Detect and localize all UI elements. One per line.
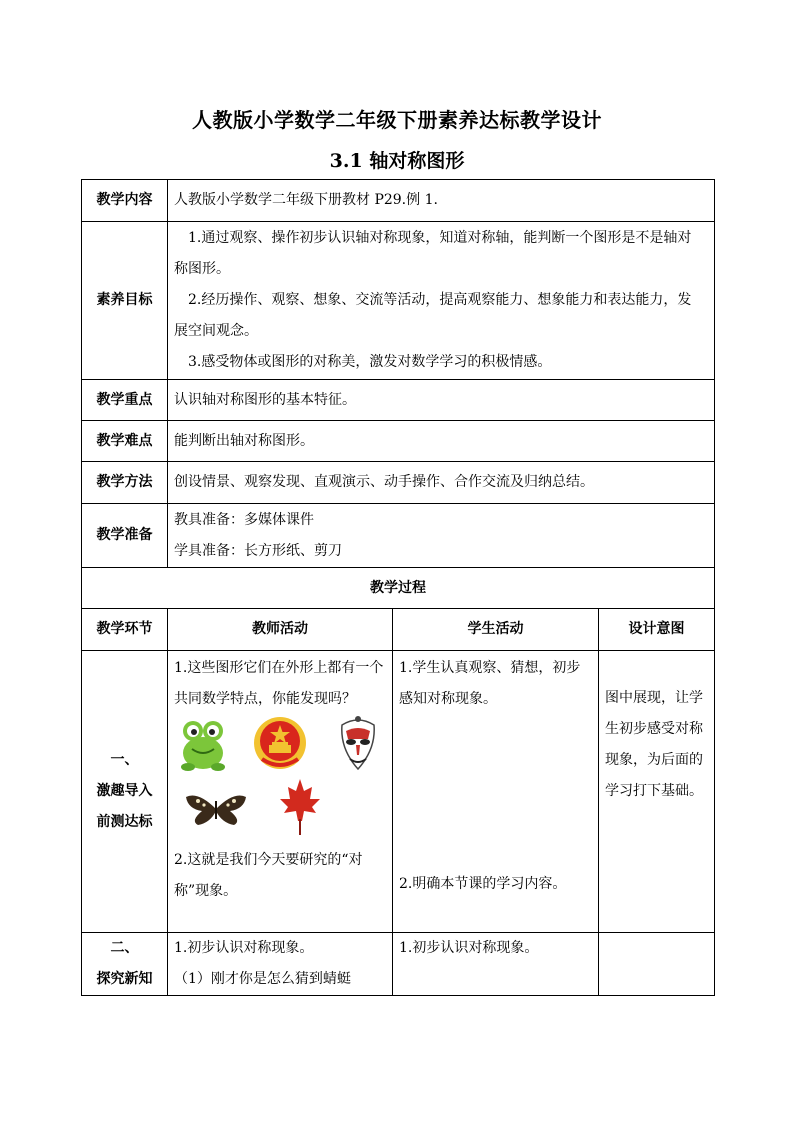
opera-mask-icon: [338, 715, 378, 771]
goal-item-1: 1.通过观察、操作初步认识轴对称现象，知道对称轴，能判断一个图形是不是轴对称图形。: [174, 230, 692, 277]
national-emblem-icon: [252, 715, 308, 771]
row-stage-1: [82, 651, 715, 933]
prep-teacher: 教具准备：多媒体课件: [174, 511, 314, 528]
row-process-heading: [82, 568, 715, 609]
stage-1-teacher-2: 2.这就是我们今天要研究的“对称”现象。: [174, 852, 363, 899]
stage-2-teacher-1: 1.初步认识对称现象。: [174, 940, 314, 956]
document-title: 人教版小学数学二年级下册素养达标教学设计: [192, 108, 602, 132]
label-difficulty: 教学难点: [82, 421, 168, 462]
row-goals: [82, 222, 715, 380]
col-student: 学生活动: [393, 609, 599, 651]
label-goals: 素养目标: [82, 222, 168, 380]
stage-2-teacher-2: （1）刚才你是怎么猜到蜻蜓: [174, 971, 351, 987]
label-method: 教学方法: [82, 462, 168, 504]
frog-icon: [178, 717, 228, 773]
col-intent: 设计意图: [599, 609, 715, 651]
label-content: 教学内容: [82, 180, 168, 222]
stage-1-teacher-1: 1.这些图形它们在外形上都有一个共同数学特点，你能发现吗？: [174, 660, 384, 707]
row-keypoint: [82, 380, 715, 421]
col-teacher: 教师活动: [168, 609, 393, 651]
col-stage: 教学环节: [82, 609, 168, 651]
symmetry-pictures: [174, 715, 386, 845]
row-stage-2: [82, 933, 715, 996]
value-method: 创设情景、观察发现、直观演示、动手操作、合作交流及归纳总结。: [168, 462, 715, 504]
row-method: [82, 462, 715, 504]
stage-2-student-1: 1.初步认识对称现象。: [399, 940, 539, 956]
value-content: 人教版小学数学二年级下册教材 P29.例 1.: [168, 180, 715, 222]
stage-2-intent: [599, 933, 715, 996]
row-prep: [82, 504, 715, 568]
process-heading: 教学过程: [82, 568, 715, 609]
label-prep: 教学准备: [82, 504, 168, 568]
stage-1-intent: 图中展现，让学生初步感受对称现象，为后面的学习打下基础。: [605, 690, 703, 799]
goal-item-3: 3.感受物体或图形的对称美，激发对数学学习的积极情感。: [188, 354, 552, 370]
row-content: [82, 180, 715, 222]
lesson-title: 3.1 轴对称图形: [329, 150, 465, 172]
row-difficulty: [82, 421, 715, 462]
stage-1-student-1: 1.学生认真观察、猜想，初步感知对称现象。: [399, 660, 581, 707]
stage-1-name: 一、 激趣导入 前测达标: [82, 651, 168, 933]
label-keypoint: 教学重点: [82, 380, 168, 421]
goal-item-2: 2.经历操作、观察、想象、交流等活动，提高观察能力、想象能力和表达能力，发展空间观念。: [174, 292, 692, 339]
value-difficulty: 能判断出轴对称图形。: [168, 421, 715, 462]
maple-leaf-icon: [278, 777, 322, 837]
value-keypoint: 认识轴对称图形的基本特征。: [168, 380, 715, 421]
prep-student: 学具准备：长方形纸、剪刀: [174, 542, 342, 559]
lesson-plan-table: [81, 179, 715, 996]
stage-2-name: 二、 探究新知: [82, 933, 168, 996]
butterfly-icon: [184, 789, 248, 829]
stage-1-student-2: 2.明确本节课的学习内容。: [399, 876, 567, 892]
row-process-columns: [82, 609, 715, 651]
